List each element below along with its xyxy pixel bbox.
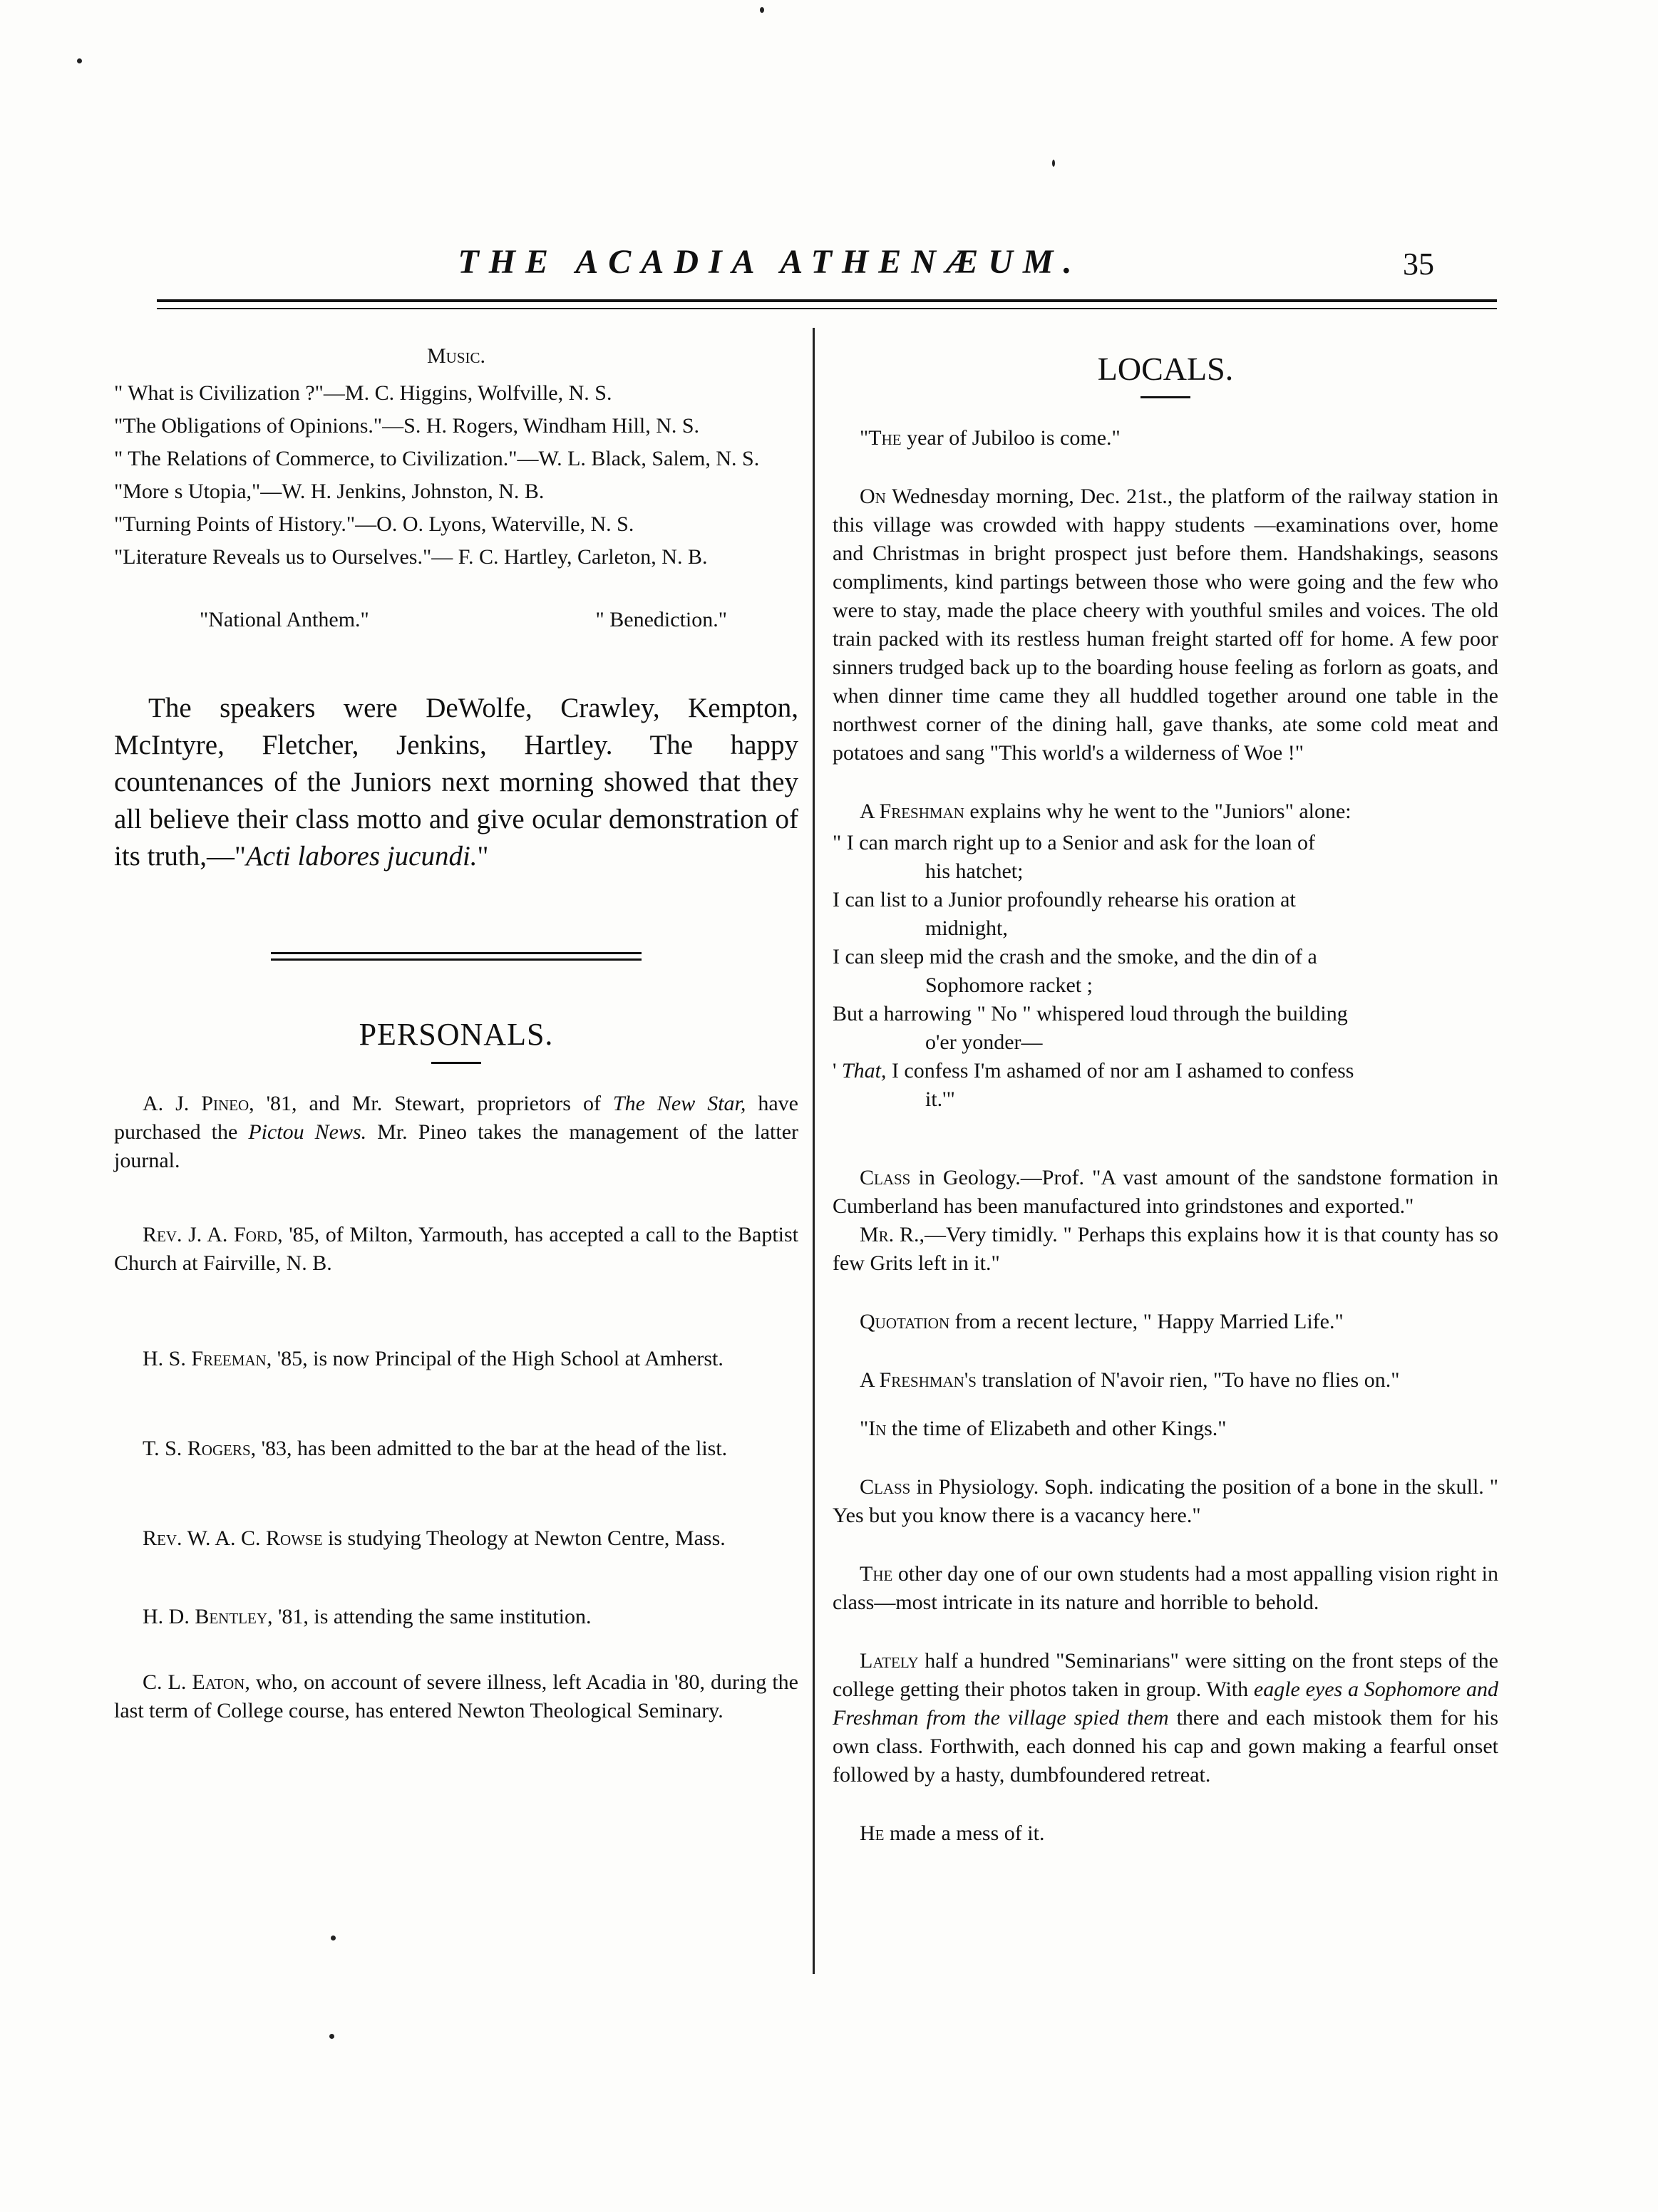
- locals-title: LOCALS.: [1097, 351, 1234, 387]
- poem-line: But a harrowing " No " whispered loud through the building o'er yonder—: [833, 1002, 1348, 1054]
- local-item: Mr. R.,—Very timidly. " Perhaps this explains how it is that county has so few Grits left in it.": [833, 1223, 1498, 1275]
- local-epigraph: "The year of Jubiloo is come.": [860, 426, 1121, 450]
- title-rule: [431, 1062, 481, 1064]
- title-rule: [1140, 396, 1190, 398]
- class-motto: Acti labores jucundi.: [245, 841, 478, 872]
- local-item: A Freshman's translation of N'avoir rien, "To have no flies on.": [860, 1368, 1400, 1392]
- journal-title: THE ACADIA ATHENÆUM.: [458, 243, 1082, 281]
- program-item: "The Obligations of Opinions."—S. H. Rogers, Windham Hill, N. S.: [114, 414, 700, 438]
- local-item: The other day one of our own students had a most appalling vision right in class—most intricate in its nature and horrible to behold.: [833, 1562, 1498, 1614]
- program-item: " What is Civilization ?"—M. C. Higgins, Wolfville, N. S.: [114, 381, 612, 405]
- program-closing: [114, 606, 798, 634]
- column-divider: [813, 328, 815, 1974]
- poem-line: ' That, I confess I'm ashamed of nor am I ashamed to confess it.'": [833, 1059, 1354, 1111]
- personal-item: C. L. Eaton, who, on account of severe illness, left Acadia in '80, during the last term of College course, has entered Newton Theological Seminary.: [114, 1670, 799, 1722]
- program-item: " The Relations of Commerce, to Civilization."—W. L. Black, Salem, N. S.: [114, 447, 760, 470]
- speakers-text: The speakers were DeWolfe, Crawley, Kempton, McIntyre, Fletcher, Jenkins, Hartley. The happy countenances of the Juniors next morning showed that they all believe their class motto and give ocular demonstration of its truth,—": [114, 693, 798, 872]
- scan-speck: [1052, 160, 1055, 167]
- header-rule-bottom: [157, 308, 1497, 309]
- poem-line: I can sleep mid the crash and the smoke, and the din of a Sophomore racket ;: [833, 945, 1317, 997]
- scan-speck: [760, 7, 764, 13]
- scan-speck: [77, 58, 82, 63]
- left-column: [114, 335, 798, 1725]
- section-divider: [271, 952, 642, 961]
- personal-item: Rev. J. A. Ford, '85, of Milton, Yarmouth, has accepted a call to the Baptist Church at Fairville, N. B.: [114, 1223, 799, 1275]
- local-item: A Freshman explains why he went to the "Juniors" alone:: [860, 800, 1351, 823]
- closing-benediction: " Benediction.": [595, 608, 727, 631]
- program-item: "Literature Reveals us to Ourselves."— F. C. Hartley, Carleton, N. B.: [114, 545, 708, 569]
- personal-item: H. S. Freeman, '85, is now Principal of the High School at Amherst.: [143, 1347, 724, 1370]
- local-item: "In the time of Elizabeth and other Kings.": [860, 1417, 1227, 1440]
- header-rule-top: [157, 299, 1497, 302]
- personal-item: T. S. Rogers, '83, has been admitted to the bar at the head of the list.: [143, 1437, 728, 1460]
- local-item: Quotation from a recent lecture, " Happy Married Life.": [860, 1310, 1344, 1333]
- scan-speck: [331, 1936, 336, 1940]
- closing-anthem: "National Anthem.": [200, 608, 369, 631]
- page-number: 35: [1403, 247, 1434, 281]
- scan-speck: [329, 2034, 334, 2039]
- program-item: "More s Utopia,"—W. H. Jenkins, Johnston, N. B.: [114, 480, 545, 503]
- local-item: On Wednesday morning, Dec. 21st., the platform of the railway station in this village was crowded with happy students —examinations over, home and Christmas in bright prospect just before them. Handshakings, seasons compliments, kind partings between those who were going and the few who were to stay, made the place cheery with youthful smiles and voices. The old train packed with its restless human freight started off for home. A few poor sinners trudged back up to the boarding house feeling as forlorn as goats, and when dinner time came they all huddled together around one table in the northwest corner of the dining hall, gave thanks, ate some cold meat and potatoes and sang "This world's a wilderness of Woe !": [833, 485, 1498, 765]
- program-item: "Turning Points of History."—O. O. Lyons, Waterville, N. S.: [114, 512, 634, 536]
- program-heading: Music.: [426, 344, 486, 368]
- poem: [833, 829, 1498, 1114]
- local-item: He made a mess of it.: [860, 1821, 1045, 1845]
- personal-item: A. J. Pineo, '81, and Mr. Stewart, proprietors of The New Star, have purchased the Pictou News. Mr. Pineo takes the management of the latter journal.: [114, 1092, 798, 1172]
- local-item: Lately half a hundred "Seminarians" were sitting on the front steps of the college getting their photos taken in group. With eagle eyes a Sophomore and Freshman from the village spied them there and each mistook them for his own class. Forthwith, each donned his cap and gown making a fearful onset followed by a hasty, dumbfoundered retreat.: [833, 1649, 1499, 1787]
- poem-line: I can list to a Junior profoundly rehearse his oration at midnight,: [833, 888, 1296, 940]
- personals-title: PERSONALS.: [359, 1017, 554, 1052]
- speakers-close: ": [477, 841, 489, 872]
- speakers-paragraph: [114, 690, 798, 875]
- personal-item: H. D. Bentley, '81, is attending the same institution.: [143, 1605, 592, 1628]
- poem-line: " I can march right up to a Senior and ask for the loan of his hatchet;: [833, 831, 1316, 883]
- right-column: [833, 335, 1498, 1848]
- personal-item: Rev. W. A. C. Rowse is studying Theology at Newton Centre, Mass.: [143, 1526, 726, 1550]
- local-item: Class in Physiology. Soph. indicating the position of a bone in the skull. " Yes but you know there is a vacancy here.": [833, 1475, 1498, 1527]
- local-item: Class in Geology.—Prof. "A vast amount of the sandstone formation in Cumberland has been manufactured into grindstones and exported.": [833, 1166, 1498, 1218]
